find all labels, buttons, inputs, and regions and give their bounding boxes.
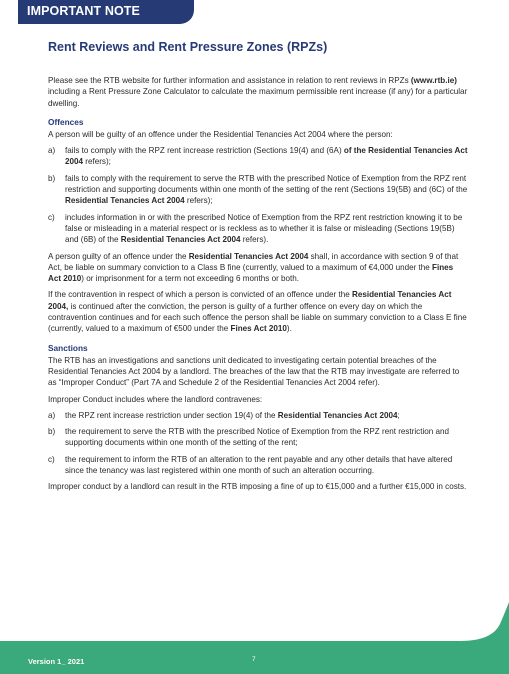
offences-heading: Offences bbox=[48, 116, 84, 127]
list-item: a) the RPZ rent increase restriction under section 19(4) of the Residential Tenancies Act 2004; bbox=[48, 410, 400, 420]
sanctions-paragraph: The RTB has an investigations and sanctions unit dedicated to investigating certain potential breaches of the Residential Tenancies Act 2004 by a landlord. The breaches of the law that the RTB may investigate are referred to as “Improper Conduct” (Part 7A and Schedule 2 of the Residential Tenancies Act 2004 refer). bbox=[48, 355, 460, 388]
sanctions-heading: Sanctions bbox=[48, 342, 88, 353]
improper-conduct-lead: Improper Conduct includes where the landlord contravenes: bbox=[48, 394, 263, 404]
footer-version: Version 1_ 2021 bbox=[28, 657, 85, 666]
list-marker: a) bbox=[48, 410, 56, 420]
list-marker: a) bbox=[48, 146, 56, 156]
fine-paragraph: Improper conduct by a landlord can result in the RTB imposing a fine of up to €15,000 and a further €15,000 in costs. bbox=[48, 482, 467, 492]
list-item: a) fails to comply with the RPZ rent increase restriction (Sections 19(4) and (6A) of the Residential Tenancies Act 2004 refers); bbox=[48, 146, 468, 167]
improper-conduct-list bbox=[48, 410, 468, 476]
offence-penalty-paragraph: A person guilty of an offence under the Residential Tenancies Act 2004 shall, in accordance with section 9 of that Act, be liable on summary conviction to a Class B fine (currently, valued to a maximum of €4,000 under the Fines Act 2010) or imprisonment for a term not exceeding 6 months or both. bbox=[48, 251, 459, 284]
list-marker: c) bbox=[48, 454, 55, 464]
list-marker: b) bbox=[48, 427, 56, 437]
continued-offence-paragraph: If the contravention in respect of which a person is convicted of an offence under the Residential Tenancies Act 2004, is continued after the conviction, the person is guilty of a further offence on every day on which the contravention continues and for each such offence the person shall be liable on summary conviction to a Class E fine (currently, valued to a maximum of €500 under the Fines Act 2010). bbox=[48, 290, 467, 334]
page-number: 7 bbox=[252, 656, 256, 663]
important-note-banner bbox=[18, 0, 194, 24]
offences-lead: A person will be guilty of an offence under the Residential Tenancies Act 2004 where the person: bbox=[48, 129, 393, 139]
banner-label: IMPORTANT NOTE bbox=[27, 4, 140, 18]
list-marker: c) bbox=[48, 212, 55, 222]
intro-paragraph: Please see the RTB website for further information and assistance in relation to rent reviews in RPZs (www.rtb.ie) including a Rent Pressure Zone Calculator to calculate the maximum permissible rent increase (if any) for a particular dwelling. bbox=[48, 76, 468, 108]
list-item: b) fails to comply with the requirement to serve the RTB with the prescribed Notice of Exemption from the RPZ rent restriction and supporting documents within one month of the setting of the rent (Sections 19(5B) and (6C) of the Residential Tenancies Act 2004 refers); bbox=[48, 173, 468, 206]
list-marker: b) bbox=[48, 173, 56, 183]
rtb-website-link: (www.rtb.ie) bbox=[410, 76, 457, 85]
list-item: c) the requirement to inform the RTB of an alteration to the rent payable and any other details that have altered since the tenancy was last registered within one month of such an alteration occurring. bbox=[48, 454, 453, 476]
list-item: c) includes information in or with the prescribed Notice of Exemption from the RPZ rent restriction knowing it to be false or misleading in a material respect or is reckless as to whether it is false or misleading (Sections 19(5B) and (6B) of the Residential Tenancies Act 2004 refers). bbox=[48, 212, 463, 245]
offences-list bbox=[48, 145, 468, 245]
page-title: Rent Reviews and Rent Pressure Zones (RPZs) bbox=[48, 40, 328, 54]
page-content bbox=[48, 40, 468, 498]
list-item: b) the requirement to serve the RTB with the prescribed Notice of Exemption from the RPZ rent restriction and supporting documents within one month of the setting of the rent; bbox=[48, 427, 450, 448]
